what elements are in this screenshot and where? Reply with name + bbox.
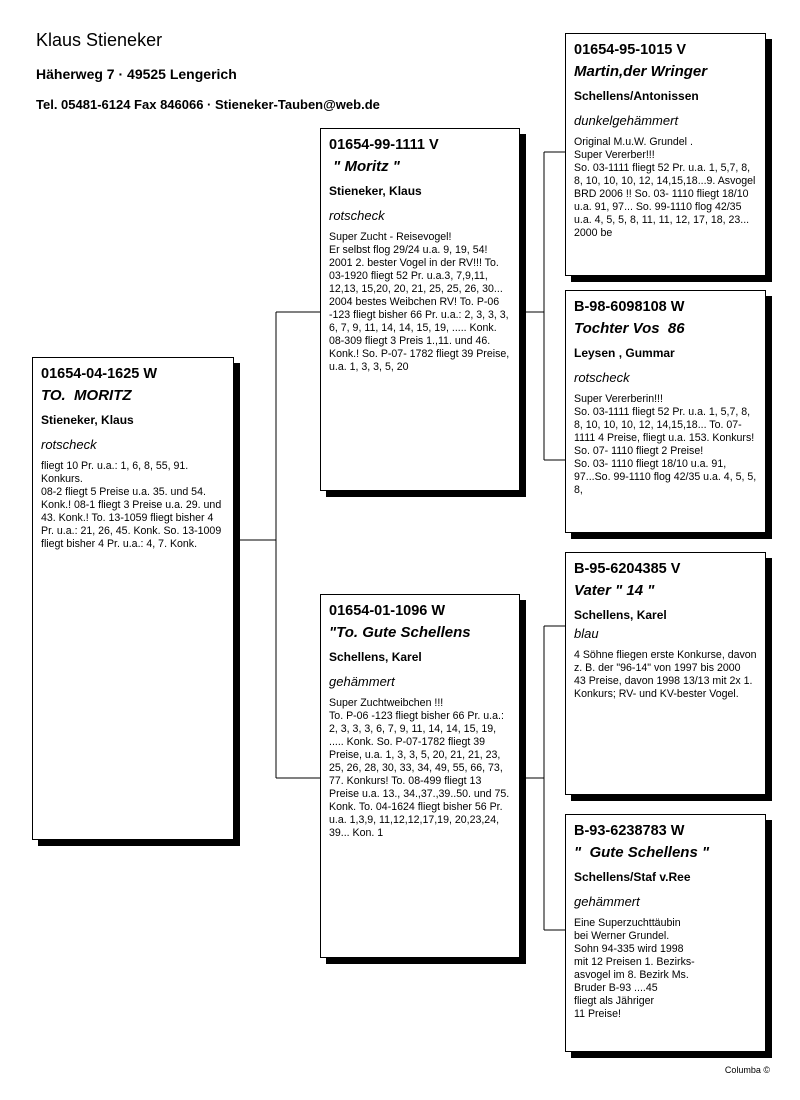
dam-color: gehämmert bbox=[329, 674, 395, 689]
sire-dam-color: rotscheck bbox=[574, 370, 630, 385]
sire-dam-description: Super Vererberin!!! So. 03-1111 fliegt 52 Pr. u.a. 1, 5,7, 8, 8, 10, 10, 10, 12, 14,15,18... To. 07- 1111 4 Preise, fliegt u.a. 153. Konkurs! So. 07- 1110 fliegt 2 Preise! So. 03- 1110 fliegt 18/10 u.a. 91, 97...So. 99-1110 flog 42/35 u.a. 4, 5, 5, 8, bbox=[574, 393, 757, 496]
subject-breeder: Stieneker, Klaus bbox=[41, 413, 134, 427]
dam-sire-color: blau bbox=[574, 626, 599, 641]
card-sire-dam bbox=[565, 290, 766, 533]
subject-description: fliegt 10 Pr. u.a.: 1, 6, 8, 55, 91. Konkurs. 08-2 fliegt 5 Preise u.a. 35. und 54. Konk.! 08-1 fliegt 3 Preise u.a. 29. und 43. Konk.! To. 13-1059 fliegt bisher 4 Pr. u.a.: 21, 26, 45. Konk. So. 13-1009 fliegt bisher 4 Pr. u.a.: 4, 7. Konk. bbox=[41, 460, 222, 550]
owner-address: Häherweg 7 · 49525 Lengerich bbox=[36, 66, 237, 82]
dam-name: "To. Gute Schellens bbox=[329, 624, 471, 641]
dam-sire-name: Vater " 14 " bbox=[574, 582, 655, 599]
dam-ring: 01654-01-1096 W bbox=[329, 603, 446, 619]
sire-sire-breeder: Schellens/Antonissen bbox=[574, 89, 699, 103]
subject-name: TO. MORITZ bbox=[41, 387, 132, 404]
sire-sire-description: Original M.u.W. Grundel . Super Vererber!!! So. 03-1111 fliegt 52 Pr. u.a. 1, 5,7, 8, 8, 10, 10, 10, 12, 14,15,18...9. Asvogel BRD 2006 !! So. 03- 1110 fliegt 18/10 u.a. 91, 97... So. 99-1110 flog 42/35 u.a. 4, 5, 5, 8, 11, 11, 12, 17, 18, 23... 2000 be bbox=[574, 136, 756, 239]
dam-dam-color: gehämmert bbox=[574, 894, 640, 909]
sire-breeder: Stieneker, Klaus bbox=[329, 184, 422, 198]
card-sire-sire bbox=[565, 33, 766, 276]
sire-description: Super Zucht - Reisevogel! Er selbst flog 29/24 u.a. 9, 19, 54! 2001 2. bester Vogel in der RV!!! To. 03-1920 fliegt 52 Pr. u.a.3, 7,9,11, 12,13, 15,20, 20, 21, 25, 25, 26, 30... 2004 bestes Weibchen RV! To. P-06 -123 fliegt bisher 66 Pr. u.a.: 2, 3, 3, 3, 6, 7, 9, 11, 14, 14, 15, 19, ..... Konk. 08-309 fliegt 3 Preis 1.,11. und 46. Konk.! So. P-07- 1782 fliegt 39 Preise, u.a. 1, 3, 3, 5, 20 bbox=[329, 231, 510, 373]
dam-sire-ring: B-95-6204385 V bbox=[574, 561, 681, 577]
sire-sire-name: Martin,der Wringer bbox=[574, 63, 708, 80]
dam-breeder: Schellens, Karel bbox=[329, 650, 422, 664]
sire-dam-ring: B-98-6098108 W bbox=[574, 299, 685, 315]
sire-sire-color: dunkelgehämmert bbox=[574, 113, 679, 128]
subject-ring: 01654-04-1625 W bbox=[41, 366, 158, 382]
owner-contact: Tel. 05481-6124 Fax 846066 · Stieneker-Tauben@web.de bbox=[36, 97, 380, 112]
card-dam-sire bbox=[565, 552, 766, 795]
sire-color: rotscheck bbox=[329, 208, 385, 223]
subject-color: rotscheck bbox=[41, 437, 97, 452]
sire-dam-name: Tochter Vos 86 bbox=[574, 320, 685, 337]
card-subject bbox=[32, 357, 234, 840]
dam-sire-breeder: Schellens, Karel bbox=[574, 608, 667, 622]
sire-dam-breeder: Leysen , Gummar bbox=[574, 346, 675, 360]
footer-credit: Columba © bbox=[724, 1065, 770, 1075]
owner-name: Klaus Stieneker bbox=[36, 30, 163, 50]
card-dam bbox=[320, 594, 520, 958]
dam-dam-ring: B-93-6238783 W bbox=[574, 823, 685, 839]
sire-ring: 01654-99-1111 V bbox=[329, 137, 439, 153]
dam-dam-description: Eine Superzuchttäubin bei Werner Grundel. Sohn 94-335 wird 1998 mit 12 Preisen 1. Bezirks- asvogel im 8. Bezirk Ms. Bruder B-93 ....45 fliegt als Jähriger 11 Preise! bbox=[574, 917, 695, 1020]
sire-sire-ring: 01654-95-1015 V bbox=[574, 42, 687, 58]
card-sire bbox=[320, 128, 520, 491]
dam-dam-breeder: Schellens/Staf v.Ree bbox=[574, 870, 691, 884]
dam-sire-description: 4 Söhne fliegen erste Konkurse, davon z. B. der "96-14" von 1997 bis 2000 43 Preise, davon 1998 13/13 mit 2x 1. Konkurs; RV- und KV-bester Vogel. bbox=[574, 649, 757, 700]
dam-description: Super Zuchtweibchen !!! To. P-06 -123 fliegt bisher 66 Pr. u.a.: 2, 3, 3, 3, 6, 7, 9, 11, 14, 14, 15, 19, ..... Konk. So. P-07-1782 fliegt 39 Preise, u.a. 1, 3, 3, 5, 20, 21, 21, 23, 25, 26, 28, 30, 33, 34, 49, 55, 66, 73, 77. Konkurs! To. 08-499 fliegt 13 Preise u.a. 13., 34.,37.,39..50. und 75. Konk. To. 04-1624 fliegt bisher 56 Pr. u.a. 1,3,9, 11,12,12,17,19, 20,23,24, 39... Kon. 1 bbox=[329, 697, 510, 839]
sire-name: " Moritz " bbox=[329, 158, 400, 175]
dam-dam-name: " Gute Schellens " bbox=[574, 844, 710, 861]
card-dam-dam bbox=[565, 814, 766, 1052]
